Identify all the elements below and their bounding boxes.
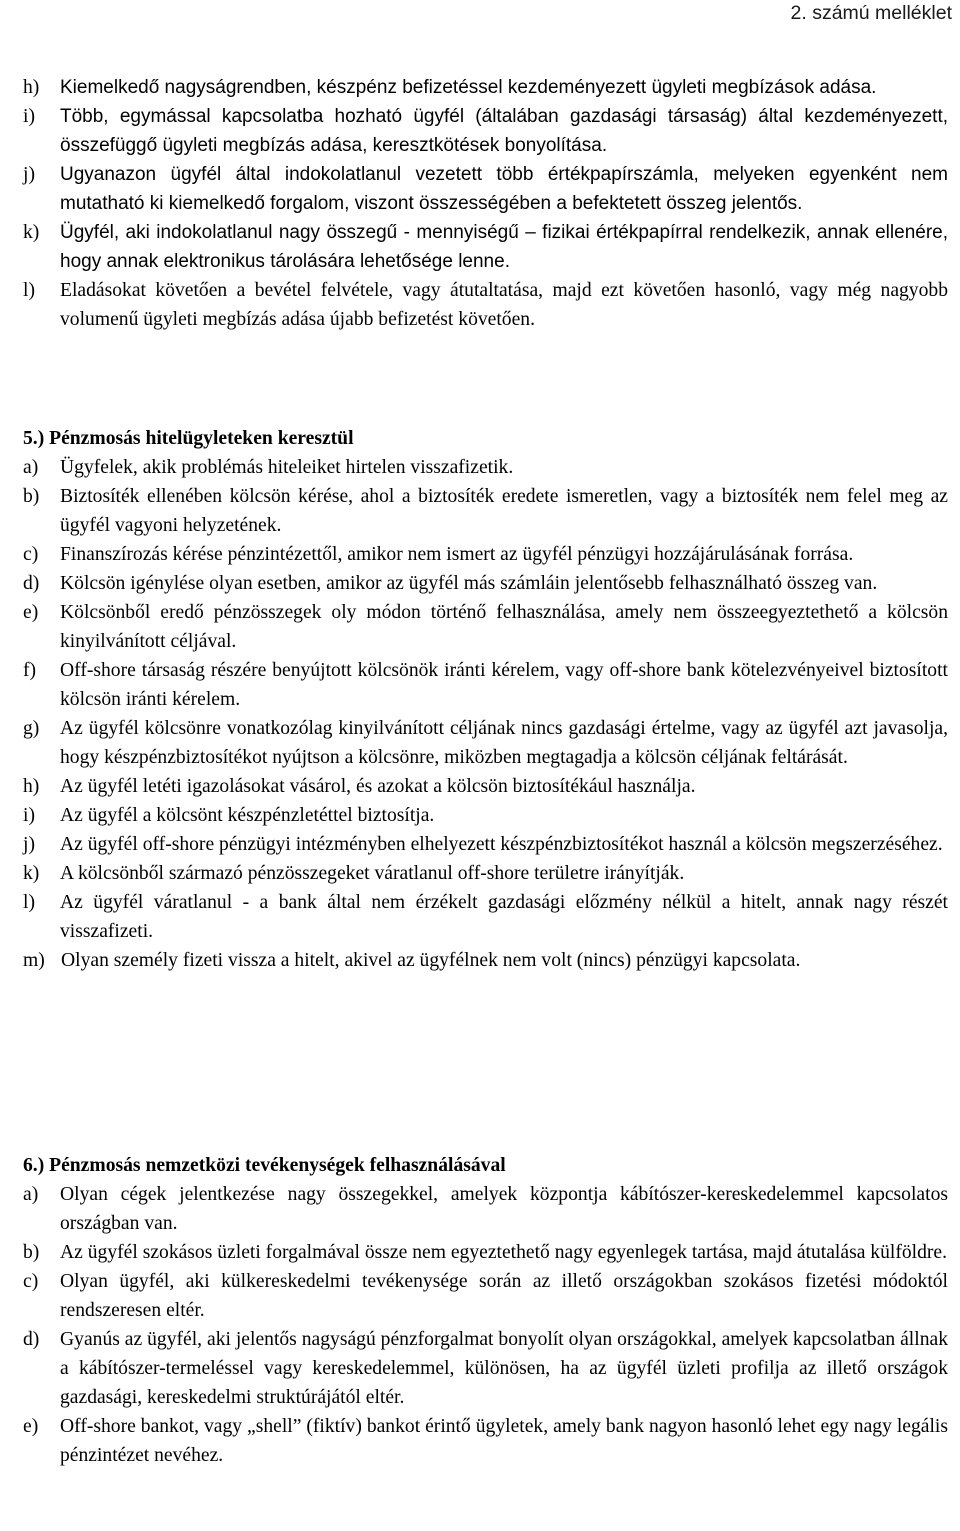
list-item [23, 1325, 948, 1412]
item-label: g) [23, 718, 40, 739]
item-text: Az ügyfél szokásos üzleti forgalmával össze nem egyeztethető nagy egyenlegek tartása, majd átutalása külföldre. [60, 1242, 948, 1263]
list-item [23, 160, 948, 218]
list-item [23, 714, 948, 772]
list-item [23, 453, 948, 482]
item-text: Olyan cégek jelentkezése nagy összegekkel, amelyek központja kábítószer-kereskedelemmel kapcsolatos országban van. [60, 1184, 948, 1234]
page-header-label: 2. számú melléklet [790, 2, 952, 24]
item-label: m) [23, 950, 45, 971]
list-item [23, 946, 948, 975]
item-text: Több, egymással kapcsolatba hozható ügyfél (általában gazdasági társaság) által kezdeményezett, összefüggő ügyleti megbízás adása, keresztkötések bonyolítása. [60, 106, 948, 156]
intro-list [23, 73, 948, 334]
item-label: f) [23, 660, 37, 681]
item-label: h) [23, 77, 40, 98]
item-text: Olyan személy fizeti vissza a hitelt, akivel az ügyfélnek nem volt (nincs) pénzügyi kapcsolata. [61, 950, 801, 971]
item-text: Kölcsönből eredő pénzösszegek oly módon történő felhasználása, amely nem összeegyeztethető a kölcsön kinyilvánított céljával. [60, 602, 948, 652]
list-item [23, 888, 948, 946]
item-text: Az ügyfél kölcsönre vonatkozólag kinyilvánított céljának nincs gazdasági értelme, vagy az ügyfél azt javasolja, hogy készpénzbiztosítékot nyújtson a kölcsönre, miközben megtagadja a kölcsön céljának feltárását. [60, 718, 948, 768]
item-label: e) [23, 1416, 39, 1437]
list-item [23, 482, 948, 540]
list-item [23, 1412, 948, 1470]
item-label: d) [23, 573, 40, 594]
list-item [23, 1267, 948, 1325]
list-item [23, 569, 948, 598]
item-text: Ugyanazon ügyfél által indokolatlanul vezetett több értékpapírszámla, melyeken egyenként nem mutatható ki kiemelkedő forgalom, viszont összességében a befektetett összeg jelentős. [60, 164, 948, 214]
item-text: Eladásokat követően a bevétel felvétele, vagy átutaltatása, majd ezt követően hasonló, vagy még nagyobb volumenű ügyleti megbízás adása újabb befizetést követően. [60, 280, 948, 330]
item-label: a) [23, 457, 39, 478]
item-label: k) [23, 863, 40, 884]
item-text: Az ügyfél letéti igazolásokat vásárol, és azokat a kölcsön biztosítékául használja. [60, 776, 696, 797]
item-text: Finanszírozás kérése pénzintézettől, amikor nem ismert az ügyfél pénzügyi hozzájárulásának forrása. [60, 544, 854, 565]
list-item [23, 1180, 948, 1238]
item-label: j) [23, 164, 35, 185]
item-label: a) [23, 1184, 39, 1205]
item-label: e) [23, 602, 39, 623]
section-5-list [23, 453, 948, 975]
list-item [23, 540, 948, 569]
item-text: Off-shore társaság részére benyújtott kölcsönök iránti kérelem, vagy off-shore bank kötelezvényeivel biztosított kölcsön iránti kérelem. [60, 660, 948, 710]
item-label: i) [23, 805, 35, 826]
item-text: Ügyfél, aki indokolatlanul nagy összegű - mennyiségű – fizikai értékpapírral rendelkezik, annak ellenére, hogy annak elektronikus tárolására lehetősége lenne. [60, 222, 948, 272]
item-text: Az ügyfél váratlanul - a bank által nem érzékelt gazdasági előzmény nélkül a hitelt, annak nagy részét visszafizeti. [60, 892, 948, 942]
list-item [23, 102, 948, 160]
list-item [23, 218, 948, 276]
item-text: Kölcsön igénylése olyan esetben, amikor az ügyfél más számláin jelentősebb felhasználható összeg van. [60, 573, 878, 594]
list-item [23, 1238, 948, 1267]
item-text: Off-shore bankot, vagy „shell” (fiktív) bankot érintő ügyletek, amely bank nagyon hasonló lehet egy nagy legális pénzintézet nevéhez. [60, 1416, 948, 1466]
list-item [23, 859, 948, 888]
item-label: b) [23, 486, 40, 507]
item-label: l) [23, 280, 35, 301]
section-6-list [23, 1180, 948, 1470]
section-6-title: 6.) Pénzmosás nemzetközi tevékenységek felhasználásával [23, 1155, 506, 1176]
list-item [23, 772, 948, 801]
item-text: Biztosíték ellenében kölcsön kérése, ahol a biztosíték eredete ismeretlen, vagy a biztosíték nem felel meg az ügyfél vagyoni helyzetének. [60, 486, 948, 536]
item-label: b) [23, 1242, 40, 1263]
item-text: A kölcsönből származó pénzösszegeket váratlanul off-shore területre irányítják. [60, 863, 685, 884]
list-item [23, 598, 948, 656]
item-label: l) [23, 892, 35, 913]
list-item [23, 801, 948, 830]
list-item [23, 830, 948, 859]
item-text: Az ügyfél off-shore pénzügyi intézményben elhelyezett készpénzbiztosítékot használ a kölcsön megszerzéséhez. [60, 834, 943, 855]
section-5-title: 5.) Pénzmosás hitelügyleteken keresztül [23, 428, 354, 449]
item-label: c) [23, 544, 39, 565]
list-item [23, 276, 948, 334]
list-item [23, 656, 948, 714]
item-label: d) [23, 1329, 40, 1350]
item-label: k) [23, 222, 40, 243]
item-label: j) [23, 834, 35, 855]
item-text: Ügyfelek, akik problémás hiteleiket hirtelen visszafizetik. [60, 457, 514, 478]
item-label: c) [23, 1271, 39, 1292]
item-label: h) [23, 776, 40, 797]
list-item [23, 73, 948, 102]
item-text: Gyanús az ügyfél, aki jelentős nagyságú pénzforgalmat bonyolít olyan országokkal, amelyek kapcsolatban állnak a kábítószer-termeléssel vagy kereskedelemmel, különösen, ha az ügyfél üzleti profilja az illető országok gazdasági, kereskedelmi struktúrájától eltér. [60, 1329, 948, 1408]
item-text: Olyan ügyfél, aki külkereskedelmi tevékenysége során az illető országokban szokásos fizetési módoktól rendszeresen eltér. [60, 1271, 948, 1321]
item-label: i) [23, 106, 35, 127]
item-text: Kiemelkedő nagyságrendben, készpénz befizetéssel kezdeményezett ügyleti megbízások adása. [60, 77, 877, 98]
item-text: Az ügyfél a kölcsönt készpénzletéttel biztosítja. [60, 805, 435, 826]
